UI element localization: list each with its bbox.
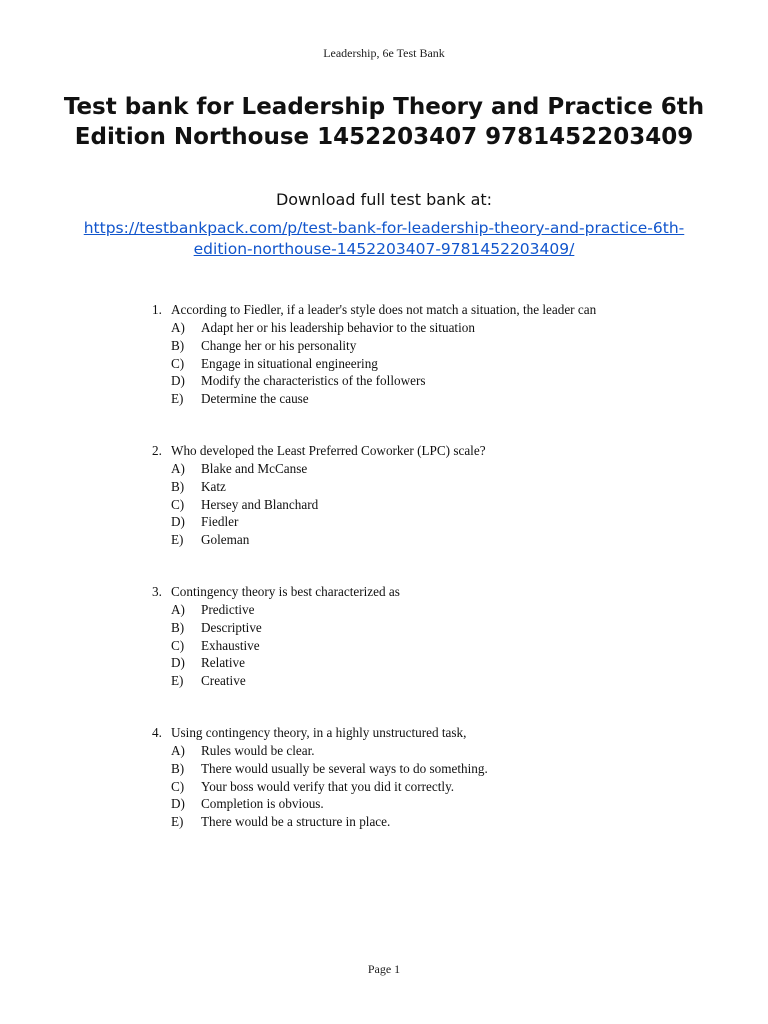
option-letter: B) bbox=[171, 478, 185, 494]
question-list bbox=[152, 301, 712, 865]
answer-option bbox=[152, 619, 712, 637]
option-letter: D) bbox=[171, 514, 185, 530]
answer-option bbox=[152, 372, 712, 390]
answer-option bbox=[152, 337, 712, 355]
answer-option bbox=[152, 760, 712, 778]
page-header: Leadership, 6e Test Bank bbox=[323, 46, 445, 60]
option-text: Fiedler bbox=[201, 514, 239, 530]
answer-option bbox=[152, 654, 712, 672]
option-letter: E) bbox=[171, 391, 184, 407]
option-letter: A) bbox=[171, 320, 185, 335]
answer-option bbox=[152, 319, 712, 337]
question-stem bbox=[152, 724, 712, 742]
option-text: Your boss would verify that you did it correctly. bbox=[201, 778, 455, 794]
question-3 bbox=[152, 583, 712, 690]
option-text: Adapt her or his leadership behavior to the situation bbox=[201, 320, 475, 335]
download-text: Download full test bank at: bbox=[275, 190, 493, 209]
question-number: 1. bbox=[152, 302, 162, 317]
option-text: Engage in situational engineering bbox=[201, 355, 378, 371]
option-text: Relative bbox=[201, 655, 245, 671]
answer-option bbox=[152, 390, 712, 408]
option-letter: D) bbox=[171, 373, 185, 389]
question-text: According to Fiedler, if a leader's style does not match a situation, the leader can bbox=[171, 302, 597, 317]
option-text: Predictive bbox=[201, 601, 255, 617]
answer-option bbox=[152, 531, 712, 549]
option-text: There would be a structure in place. bbox=[201, 814, 391, 830]
option-letter: D) bbox=[171, 655, 185, 671]
question-number: 2. bbox=[152, 442, 162, 458]
answer-option bbox=[152, 813, 712, 831]
option-letter: C) bbox=[171, 778, 185, 794]
option-letter: A) bbox=[171, 742, 185, 758]
option-text: Modify the characteristics of the followers bbox=[201, 373, 426, 389]
option-text: Hersey and Blanchard bbox=[201, 496, 319, 512]
option-text: Goleman bbox=[201, 532, 250, 548]
answer-option bbox=[152, 460, 712, 478]
download-link[interactable]: https://testbankpack.com/p/test-bank-for-leadership-theory-and-practice-6th-edition-northouse-1452203407-9781452203409/ bbox=[83, 219, 685, 258]
option-letter: A) bbox=[171, 460, 185, 476]
option-letter: C) bbox=[171, 496, 185, 512]
answer-option bbox=[152, 742, 712, 760]
option-text: Completion is obvious. bbox=[201, 796, 324, 812]
question-text: Who developed the Least Preferred Coworker (LPC) scale? bbox=[171, 442, 486, 458]
question-number: 3. bbox=[152, 583, 162, 599]
question-4 bbox=[152, 724, 712, 831]
option-letter: A) bbox=[171, 601, 185, 617]
question-2 bbox=[152, 442, 712, 549]
option-letter: E) bbox=[171, 673, 184, 689]
question-number: 4. bbox=[152, 724, 162, 740]
option-text: Creative bbox=[201, 673, 246, 689]
answer-option bbox=[152, 601, 712, 619]
option-letter: C) bbox=[171, 355, 185, 371]
question-1 bbox=[152, 301, 712, 408]
option-letter: D) bbox=[171, 796, 185, 812]
question-text: Using contingency theory, in a highly unstructured task, bbox=[171, 724, 467, 740]
answer-option bbox=[152, 672, 712, 690]
option-text: Katz bbox=[201, 478, 226, 494]
option-text: Rules would be clear. bbox=[201, 742, 315, 758]
question-stem bbox=[152, 583, 712, 601]
option-text: Change her or his personality bbox=[201, 337, 357, 353]
option-letter: C) bbox=[171, 637, 185, 653]
option-text: There would usually be several ways to do something. bbox=[201, 760, 488, 776]
question-text: Contingency theory is best characterized as bbox=[171, 583, 400, 599]
option-letter: E) bbox=[171, 532, 184, 548]
answer-option bbox=[152, 778, 712, 796]
answer-option bbox=[152, 478, 712, 496]
option-letter: B) bbox=[171, 760, 185, 776]
option-letter: B) bbox=[171, 619, 185, 635]
option-letter: E) bbox=[171, 814, 184, 830]
document-title: Test bank for Leadership Theory and Practice 6th Edition Northouse 1452203407 9781452203409 bbox=[63, 94, 705, 150]
option-text: Blake and McCanse bbox=[201, 460, 308, 476]
option-letter: B) bbox=[171, 337, 185, 353]
question-stem bbox=[152, 301, 712, 319]
page-number: Page 1 bbox=[367, 962, 401, 976]
answer-option bbox=[152, 355, 712, 373]
answer-option bbox=[152, 496, 712, 514]
option-text: Determine the cause bbox=[201, 391, 309, 407]
answer-option bbox=[152, 637, 712, 655]
option-text: Exhaustive bbox=[201, 637, 260, 653]
answer-option bbox=[152, 795, 712, 813]
answer-option bbox=[152, 513, 712, 531]
option-text: Descriptive bbox=[201, 619, 262, 635]
question-stem bbox=[152, 442, 712, 460]
